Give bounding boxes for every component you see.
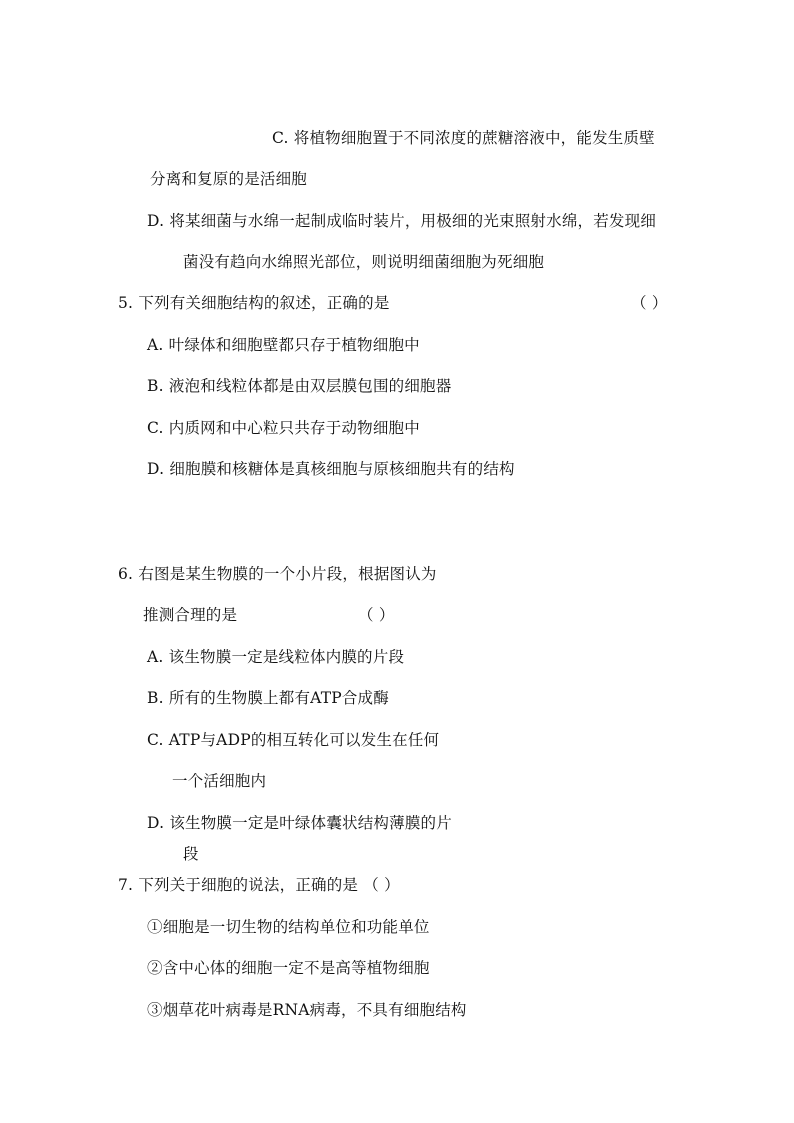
- q4-option-d-line1: D. 将某细菌与水绵一起制成临时装片，用极细的光束照射水绵，若发现细: [147, 212, 657, 230]
- q5-answer-bracket: （ ）: [631, 294, 668, 312]
- q5-option-d: D. 细胞膜和核糖体是真核细胞与原核细胞共有的结构: [147, 460, 515, 478]
- q7-statement-1: ①细胞是一切生物的结构单位和功能单位: [147, 918, 430, 936]
- q7-statement-3: ③烟草花叶病毒是RNA病毒，不具有细胞结构: [147, 1001, 467, 1019]
- q6-option-b: B. 所有的生物膜上都有ATP合成酶: [147, 689, 389, 707]
- q6-stem-line1: 6. 右图是某生物膜的一个小片段，根据图认为: [118, 565, 437, 583]
- q6-option-d-line1: D. 该生物膜一定是叶绿体囊状结构薄膜的片: [147, 814, 452, 832]
- q6-answer-bracket: （ ）: [358, 606, 395, 624]
- q7-statement-2: ②含中心体的细胞一定不是高等植物细胞: [147, 959, 430, 977]
- q6-option-c-line1: C. ATP与ADP的相互转化可以发生在任何: [147, 731, 440, 749]
- q7-stem: 7. 下列关于细胞的说法，正确的是 （ ）: [118, 876, 400, 894]
- q6-option-d-line2: 段: [183, 845, 199, 863]
- q5-option-b: B. 液泡和线粒体都是由双层膜包围的细胞器: [147, 377, 452, 395]
- q4-option-c-line2: 分离和复原的是活细胞: [150, 170, 308, 188]
- q4-option-d-line2: 菌没有趋向水绵照光部位，则说明细菌细胞为死细胞: [183, 253, 545, 271]
- q6-stem-line2: 推测合理的是: [143, 606, 238, 624]
- q5-option-a: A. 叶绿体和细胞壁都只存于植物细胞中: [147, 336, 420, 354]
- q6-option-c-line2: 一个活细胞内: [172, 772, 267, 790]
- q6-option-a: A. 该生物膜一定是线粒体内膜的片段: [147, 648, 405, 666]
- q5-option-c: C. 内质网和中心粒只共存于动物细胞中: [147, 419, 420, 437]
- q5-stem: 5. 下列有关细胞结构的叙述，正确的是: [118, 294, 390, 312]
- q4-option-c-line1: C. 将植物细胞置于不同浓度的蔗糖溶液中，能发生质壁: [272, 129, 655, 147]
